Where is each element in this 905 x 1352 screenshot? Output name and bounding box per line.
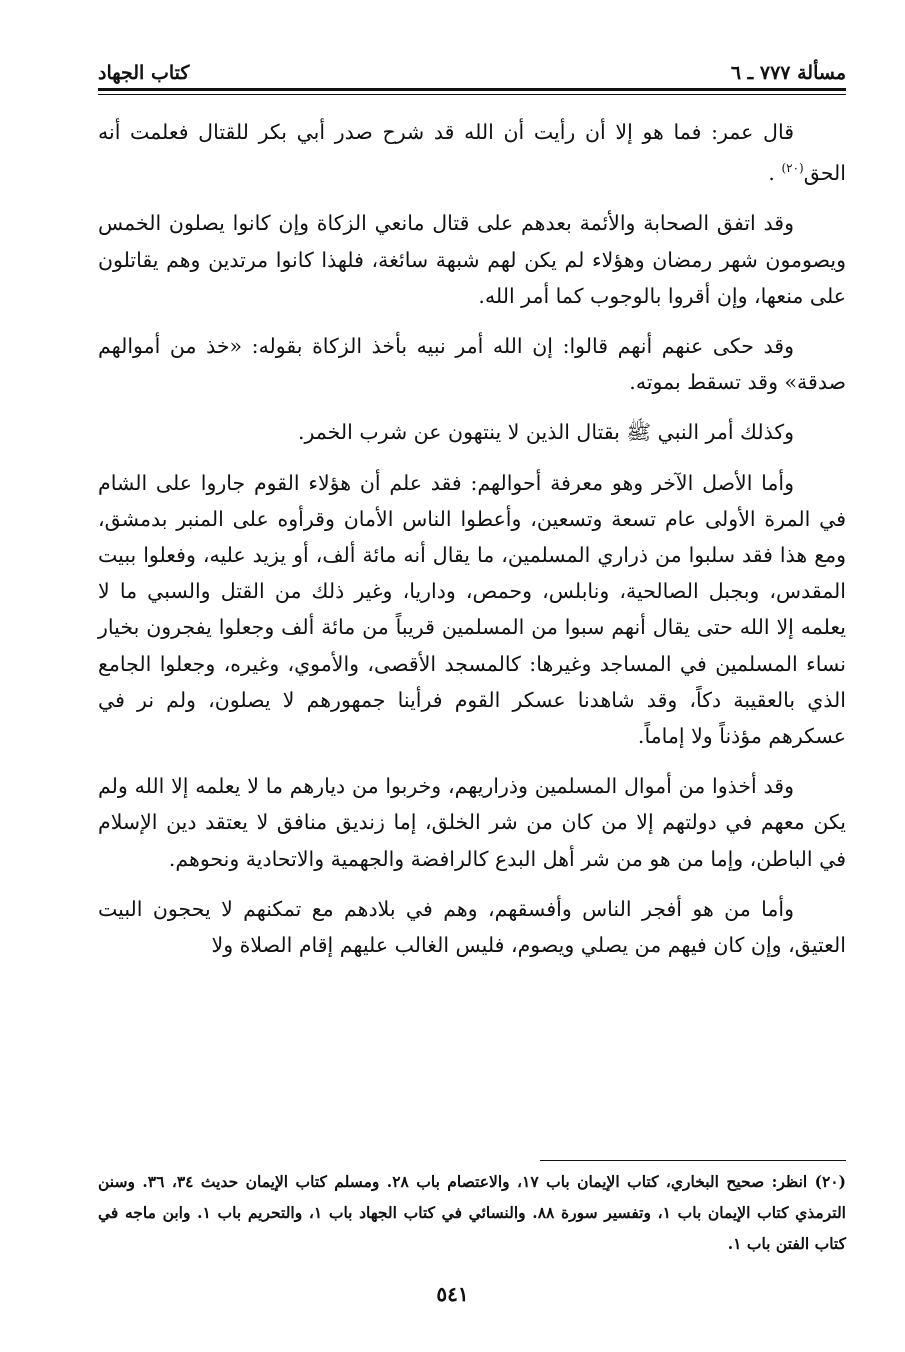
paragraph-6: وقد أخذوا من أموال المسلمين وذراريهم، وخربوا من ديارهم ما لا يعلمه إلا الله ولم يكن معهم في دولتهم إلا من كان من شر الخلق، إما زنديق منافق لا يعتقد دين الإسلام في الباطن، وإما من هو من شر أهل البدع كالرافضة والجهمية والاتحادية ونحوهم. [98, 774, 846, 871]
paragraph-1-text: قال عمر: فما هو إلا أن رأيت أن الله قد شرح صدر أبي بكر للقتال فعلمت أنه الحق [98, 120, 846, 186]
page-number: ٥٤١ [436, 1282, 469, 1306]
footnote-reference-20[interactable]: (٢٠) [781, 161, 804, 176]
header-book-title: كتاب الجهاد [98, 62, 190, 84]
paragraph-2: وقد اتفق الصحابة والأئمة بعدهم على قتال مانعي الزكاة وإن كانوا يصلون الخمس ويصومون شهر رمضان وهؤلاء لم يكن لهم شبهة سائغة، فلهذا كانوا مرتدين وهم يقاتلون على منعها، وإن أقروا بالوجوب كما أمر الله. [98, 211, 846, 308]
footnote-20: (٢٠) انظر: صحيح البخاري، كتاب الإيمان باب ١٧، والاعتصام باب ٢٨. ومسلم كتاب الإيمان حديث ٣٤، ٣٦. وسنن الترمذي كتاب الإيمان باب ١، وتفسير سورة ٨٨. والنسائي في كتاب الجهاد باب ١، والتحريم باب ١. وابن ماجه في كتاب الفتن باب ١. [98, 1172, 846, 1253]
main-text [98, 114, 846, 977]
running-header [98, 48, 846, 84]
paragraph-4: وكذلك أمر النبي ﷺ بقتال الذين لا ينتهون عن شرب الخمر. [297, 420, 794, 445]
paragraph-1-end: . [768, 161, 775, 186]
paragraph-1 [98, 114, 846, 191]
footnote-divider [540, 1160, 846, 1161]
paragraph-5: وأما الأصل الآخر وهو معرفة أحوالهم: فقد علم أن هؤلاء القوم جاروا على الشام في المرة الأولى عام تسعة وتسعين، وأعطوا الناس الأمان وقرأوه على المنبر بدمشق، ومع هذا فقد سلبوا من ذراري المسلمين، ما يقال أنه مائة ألف، أو يزيد عليه، وفعلوا ببيت المقدس، وبجبل الصالحية، ونابلس، وحمص، وداريا، وغير ذلك من القتل والسبي ما لا يعلمه إلا الله حتى يقال أنهم سبوا من المسلمين قريباً من مائة ألف وجعلوا يفجرون بخيار نساء المسلمين في المساجد وغيرها: كالمسجد الأقصى، والأموي، وغيره، وجعلوا الجامع الذي بالعقيبة دكاً، وقد شاهدنا عسكر القوم فرأينا جمهورهم لا يصلون، ولم نر في عسكرهم مؤذناً ولا إماماً. [98, 470, 846, 749]
paragraph-7: وأما من هو أفجر الناس وأفسقهم، وهم في بلادهم مع تمكنهم لا يحجون البيت العتيق، وإن كان فيهم من يصلي ويصوم، فليس الغالب عليهم إقام الصلاة ولا [98, 896, 846, 958]
header-divider-thin [98, 94, 846, 95]
header-section-number: مسألة ٧٧٧ ـ ٦ [730, 62, 846, 84]
footnotes [98, 1166, 846, 1259]
header-divider-thick [98, 88, 846, 91]
paragraph-3: وقد حكى عنهم أنهم قالوا: إن الله أمر نبيه بأخذ الزكاة بقوله: «خذ من أموالهم صدقة» وقد تسقط بموته. [98, 334, 846, 395]
